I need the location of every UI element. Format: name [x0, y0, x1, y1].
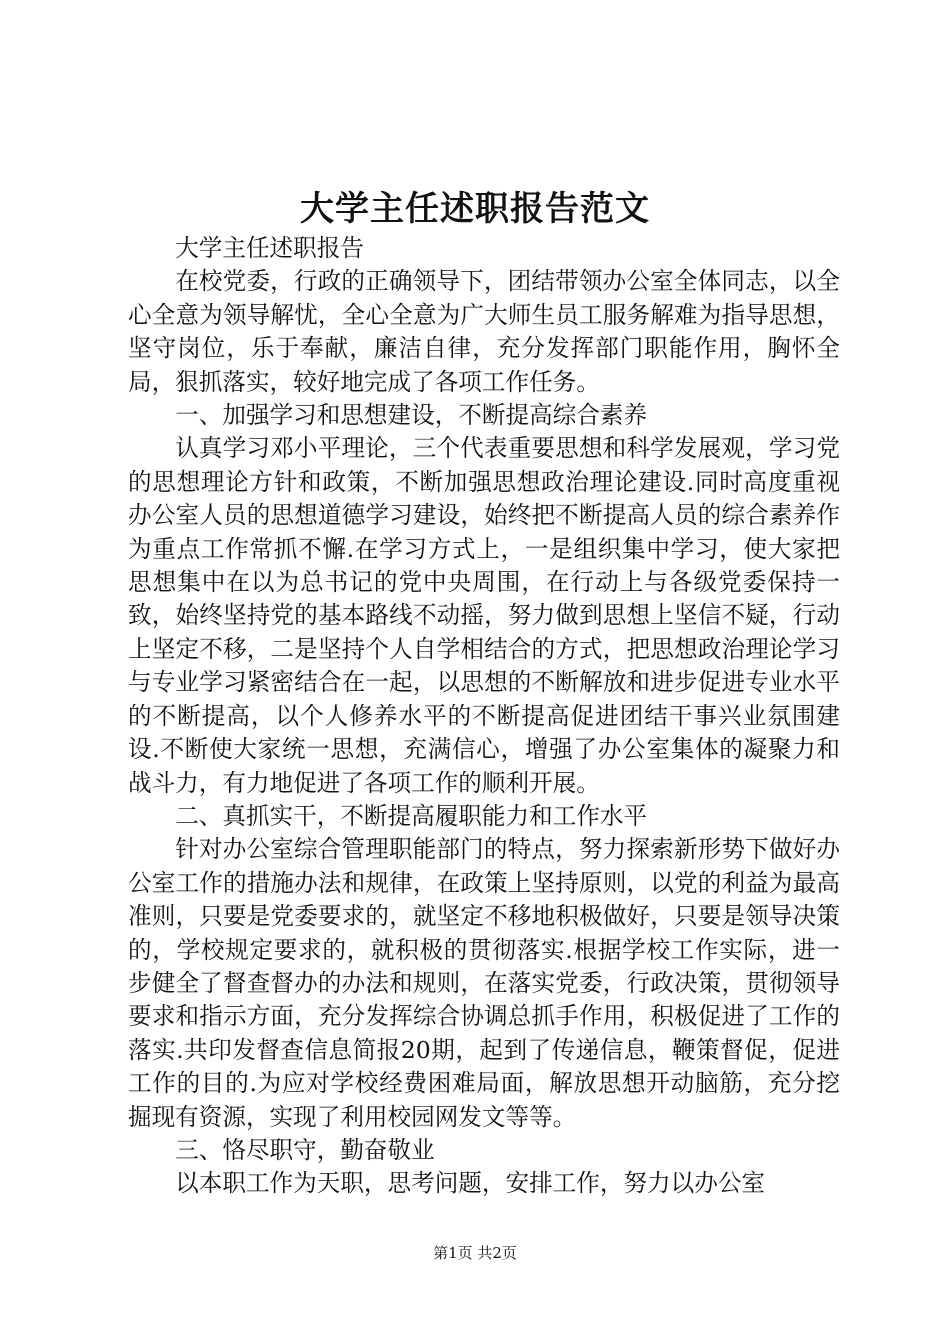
paragraph-intro: 在校党委，行政的正确领导下，团结带领办公室全体同志，以全心全意为领导解忧，全心全意为广大师生员工服务解难为指导思想，坚守岗位，乐于奉献，廉洁自律，充分发挥部门职能作用，胸怀全局，狠抓落实，较好地完成了各项工作任务。	[128, 267, 840, 396]
document-body	[128, 232, 840, 1201]
paragraph-section-2: 针对办公室综合管理职能部门的特点，努力探索新形势下做好办公室工作的措施办法和规律，在政策上坚持原则，以党的利益为最高准则，只要是党委要求的，就坚定不移地积极做好，只要是领导决策的，学校规定要求的，就积极的贯彻落实.根据学校工作实际，进一步健全了督查督办的办法和规则，在落实党委，行政决策，贯彻领导要求和指示方面，充分发挥综合协调总抓手作用，积极促进了工作的落实.共印发督查信息简报20期，起到了传递信息，鞭策督促，促进工作的目的.为应对学校经费困难局面，解放思想开动脑筋，充分挖掘现有资源，实现了利用校园网发文等等。	[128, 835, 840, 1131]
section-heading-3: 三、恪尽职守，勤奋敬业	[175, 1135, 435, 1164]
paragraph-subtitle: 大学主任述职报告	[175, 234, 364, 262]
section-heading-2: 二、真抓实干，不断提高履职能力和工作水平	[175, 801, 648, 830]
paragraph-section-1: 认真学习邓小平理论，三个代表重要思想和科学发展观，学习党的思想理论方针和政策，不断加强思想政治理论建设.同时高度重视办公室人员的思想道德学习建设，始终把不断提高人员的综合素养作为重点工作常抓不懈.在学习方式上，一是组织集中学习，使大家把思想集中在以为总书记的党中央周围，在行动上与各级党委保持一致，始终坚持党的基本路线不动摇，努力做到思想上坚信不疑，行动上坚定不移，二是坚持个人自学相结合的方式，把思想政治理论学习与专业学习紧密结合在一起，以思想的不断解放和进步促进专业水平的不断提高，以个人修养水平的不断提高促进团结干事兴业氛围建设.不断使大家统一思想，充满信心，增强了办公室集体的凝聚力和战斗力，有力地促进了各项工作的顺利开展。	[128, 434, 840, 797]
section-heading-1: 一、加强学习和思想建设，不断提高综合素养	[175, 401, 648, 430]
document-title: 大学主任述职报告范文	[300, 189, 650, 229]
page-footer: 第1页 共2页	[433, 1244, 517, 1262]
paragraph-section-3: 以本职工作为天职，思考问题，安排工作，努力以办公室	[175, 1169, 766, 1198]
